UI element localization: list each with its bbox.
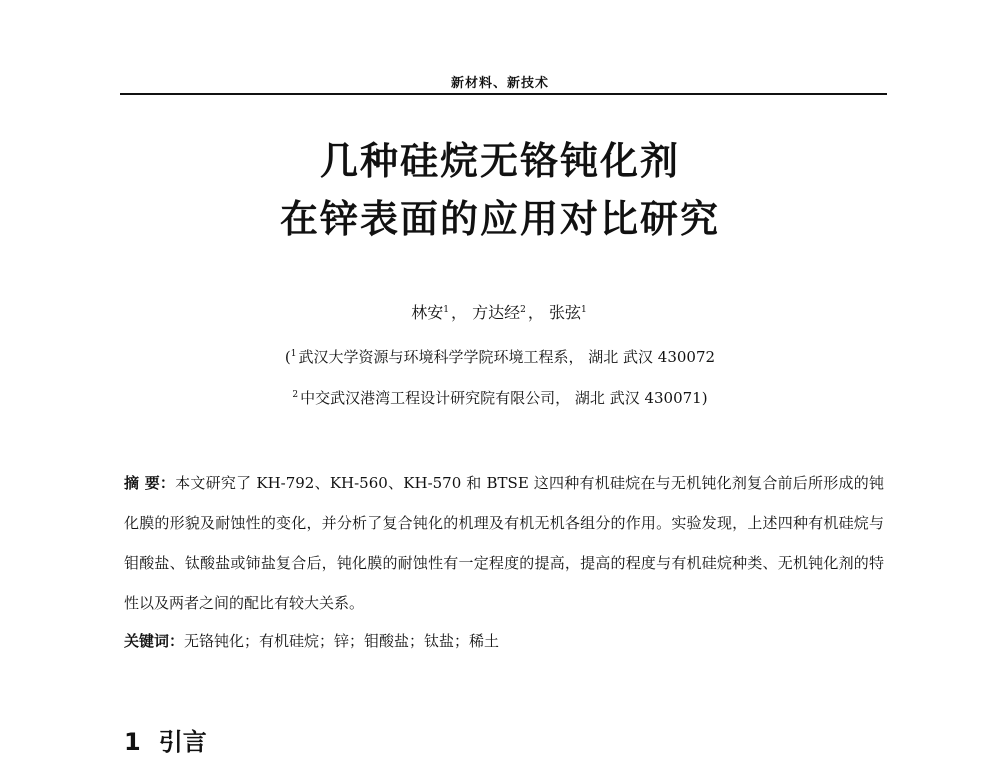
author-list xyxy=(0,300,1000,323)
section-heading-introduction xyxy=(124,722,207,757)
author: 张弦$^1$ xyxy=(548,303,587,322)
paper-title-line-1: 几种硅烷无铬钝化剂 xyxy=(319,139,680,183)
header-rule xyxy=(120,93,887,95)
running-header: 新材料、新技术 xyxy=(450,76,549,91)
abstract-label: 摘 要： xyxy=(124,474,176,492)
abstract-text: 本文研究了 KH-792、KH-560、KH-570 和 BTSE 这四种有机硅烷在与无机钝化剂复合前后所形成的钝化膜的形貌及耐蚀性的变化，并分析了复合钝化的机理及有机无机各组分的作用。实验发现，上述四种有机硅烷与钼酸盐、钛酸盐或铈盐复合后，钝化膜的耐蚀性有一定程度的提高，提高的程度与有机硅烷种类、无机钝化剂的特性以及两者之间的配比有较大关系。 xyxy=(124,474,884,612)
keywords-text: 无铬钝化；有机硅烷；锌；钼酸盐；钛盐；稀土 xyxy=(184,632,500,650)
keywords xyxy=(124,630,884,651)
abstract xyxy=(124,463,884,623)
section-title: 引言 xyxy=(158,728,207,756)
section-number: 1 xyxy=(124,728,141,756)
paper-title-line-2: 在锌表面的应用对比研究 xyxy=(279,197,720,241)
author: 方达经$^2$ ， xyxy=(472,303,544,322)
keywords-label: 关键词： xyxy=(124,632,185,650)
author: 林安$^1$ ， xyxy=(411,303,468,322)
affiliation-1: ($^1$ 武汉大学资源与环境科学学院环境工程系， 湖北 武汉 430072 xyxy=(284,348,716,366)
affiliation-2: $^2$ 中交武汉港湾工程设计研究院有限公司， 湖北 武汉 430071) xyxy=(292,389,708,407)
